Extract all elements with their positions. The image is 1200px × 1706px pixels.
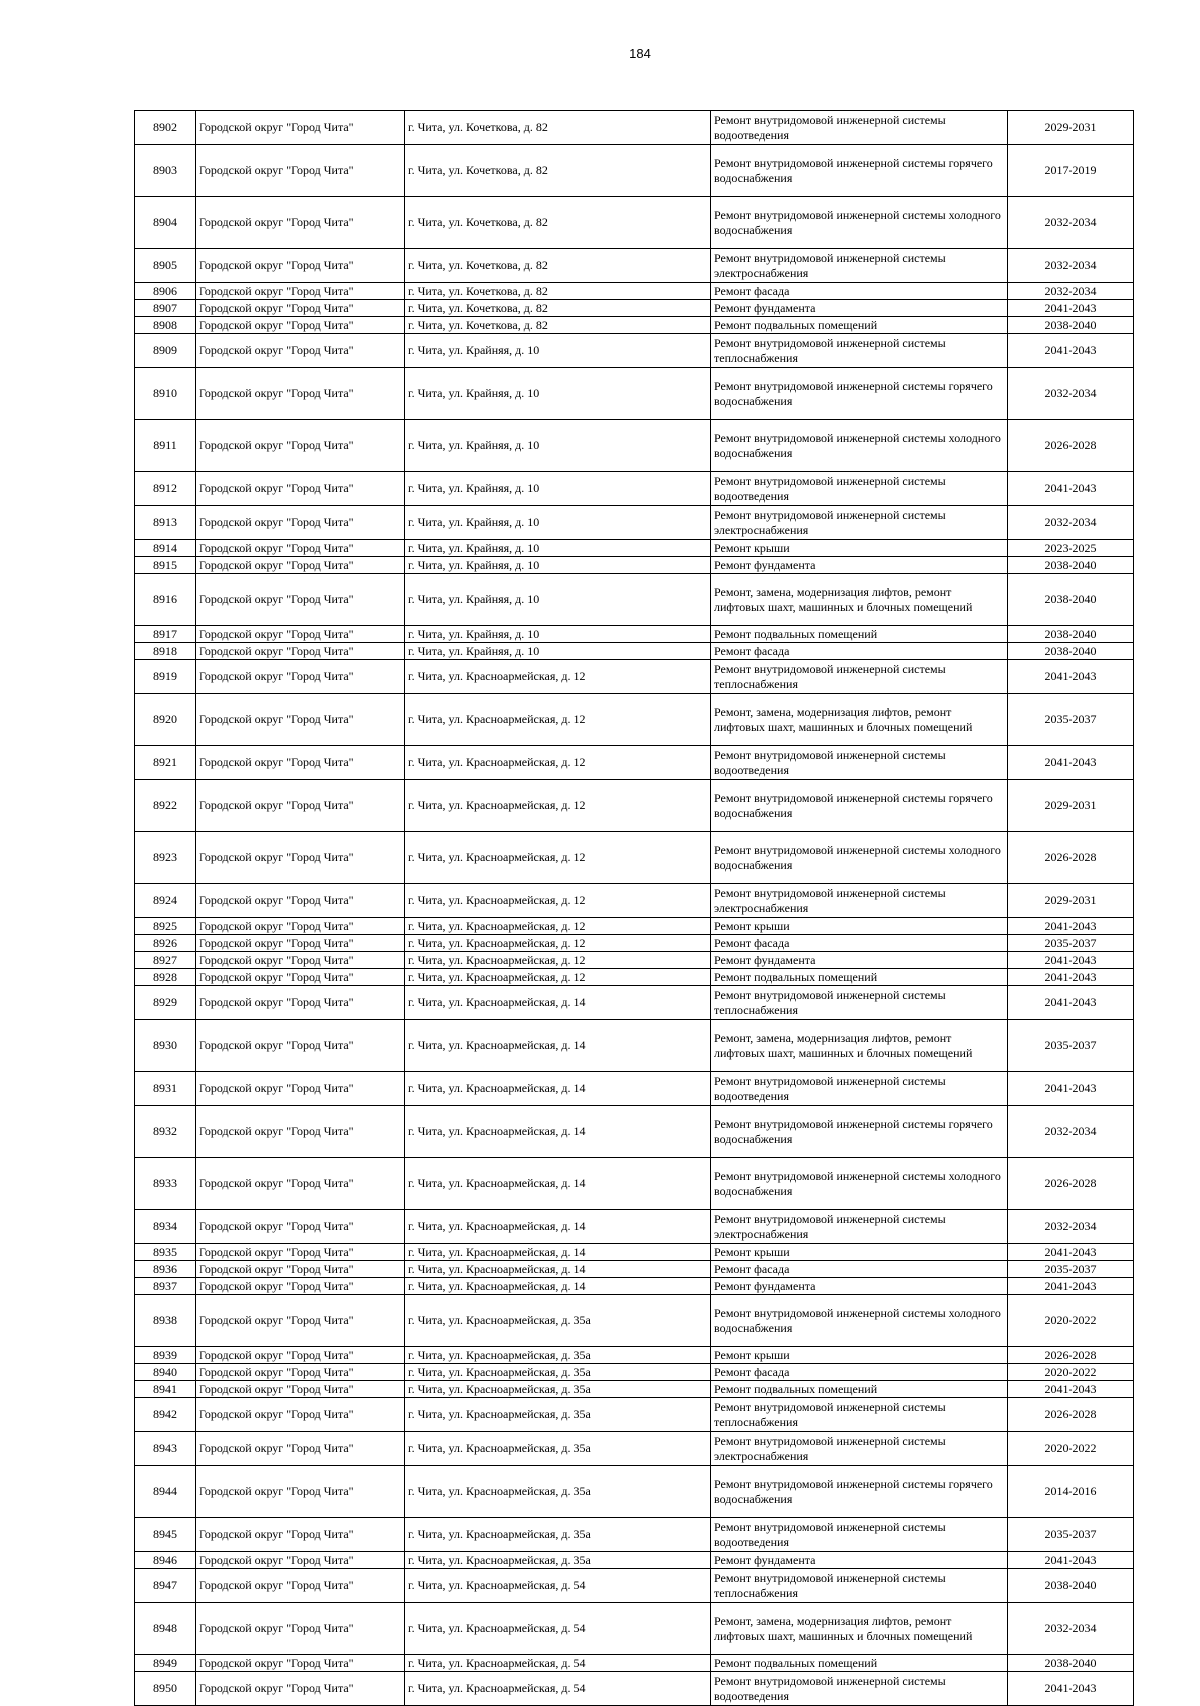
address-cell: г. Чита, ул. Красноармейская, д. 35а [405,1381,711,1398]
period-cell: 2032-2034 [1008,197,1134,249]
table-row [135,557,1134,574]
work-type-cell: Ремонт подвальных помещений [711,1381,1008,1398]
period-cell: 2023-2025 [1008,540,1134,557]
row-number-cell: 8922 [135,780,196,832]
page-number: 184 [629,46,651,61]
municipality-cell: Городской округ "Город Чита" [196,300,405,317]
table-row [135,626,1134,643]
municipality-cell: Городской округ "Город Чита" [196,283,405,300]
table-row [135,334,1134,368]
address-cell: г. Чита, ул. Красноармейская, д. 12 [405,935,711,952]
table-row [135,1518,1134,1552]
work-type-cell: Ремонт внутридомовой инженерной системы электроснабжения [711,1210,1008,1244]
row-number-cell: 8903 [135,145,196,197]
period-cell: 2041-2043 [1008,918,1134,935]
address-cell: г. Чита, ул. Кочеткова, д. 82 [405,249,711,283]
work-type-cell: Ремонт крыши [711,540,1008,557]
table-row [135,1603,1134,1655]
row-number-cell: 8948 [135,1603,196,1655]
work-type-cell: Ремонт фасада [711,283,1008,300]
address-cell: г. Чита, ул. Красноармейская, д. 35а [405,1552,711,1569]
period-cell: 2041-2043 [1008,1072,1134,1106]
table-row [135,540,1134,557]
row-number-cell: 8915 [135,557,196,574]
address-cell: г. Чита, ул. Красноармейская, д. 35а [405,1466,711,1518]
municipality-cell: Городской округ "Город Чита" [196,334,405,368]
period-cell: 2035-2037 [1008,694,1134,746]
row-number-cell: 8936 [135,1261,196,1278]
row-number-cell: 8947 [135,1569,196,1603]
work-type-cell: Ремонт внутридомовой инженерной системы холодного водоснабжения [711,197,1008,249]
row-number-cell: 8935 [135,1244,196,1261]
municipality-cell: Городской округ "Город Чита" [196,1381,405,1398]
address-cell: г. Чита, ул. Кочеткова, д. 82 [405,197,711,249]
table-row [135,145,1134,197]
municipality-cell: Городской округ "Город Чита" [196,420,405,472]
period-cell: 2032-2034 [1008,506,1134,540]
address-cell: г. Чита, ул. Крайняя, д. 10 [405,420,711,472]
work-type-cell: Ремонт фасада [711,643,1008,660]
address-cell: г. Чита, ул. Крайняя, д. 10 [405,472,711,506]
address-cell: г. Чита, ул. Кочеткова, д. 82 [405,317,711,334]
table-row [135,1106,1134,1158]
municipality-cell: Городской округ "Город Чита" [196,935,405,952]
address-cell: г. Чита, ул. Красноармейская, д. 14 [405,1072,711,1106]
table-row [135,935,1134,952]
table-row [135,420,1134,472]
period-cell: 2041-2043 [1008,969,1134,986]
work-type-cell: Ремонт внутридомовой инженерной системы холодного водоснабжения [711,420,1008,472]
period-cell: 2041-2043 [1008,1244,1134,1261]
row-number-cell: 8920 [135,694,196,746]
municipality-cell: Городской округ "Город Чита" [196,1347,405,1364]
row-number-cell: 8923 [135,832,196,884]
row-number-cell: 8949 [135,1655,196,1672]
period-cell: 2035-2037 [1008,935,1134,952]
row-number-cell: 8909 [135,334,196,368]
municipality-cell: Городской округ "Город Чита" [196,506,405,540]
municipality-cell: Городской округ "Город Чита" [196,1210,405,1244]
address-cell: г. Чита, ул. Красноармейская, д. 14 [405,1020,711,1072]
period-cell: 2026-2028 [1008,1398,1134,1432]
address-cell: г. Чита, ул. Красноармейская, д. 12 [405,660,711,694]
work-type-cell: Ремонт внутридомовой инженерной системы горячего водоснабжения [711,780,1008,832]
work-type-cell: Ремонт внутридомовой инженерной системы теплоснабжения [711,986,1008,1020]
row-number-cell: 8927 [135,952,196,969]
municipality-cell: Городской округ "Город Чита" [196,1295,405,1347]
address-cell: г. Чита, ул. Красноармейская, д. 14 [405,986,711,1020]
table-row [135,1261,1134,1278]
row-number-cell: 8910 [135,368,196,420]
table-row [135,1569,1134,1603]
address-cell: г. Чита, ул. Красноармейская, д. 14 [405,1158,711,1210]
row-number-cell: 8919 [135,660,196,694]
table-row [135,1432,1134,1466]
municipality-cell: Городской округ "Город Чита" [196,643,405,660]
row-number-cell: 8938 [135,1295,196,1347]
municipality-cell: Городской округ "Город Чита" [196,1020,405,1072]
period-cell: 2041-2043 [1008,1278,1134,1295]
table-row [135,249,1134,283]
municipality-cell: Городской округ "Город Чита" [196,574,405,626]
table-row [135,283,1134,300]
municipality-cell: Городской округ "Город Чита" [196,832,405,884]
work-type-cell: Ремонт внутридомовой инженерной системы водоотведения [711,472,1008,506]
work-type-cell: Ремонт внутридомовой инженерной системы водоотведения [711,1518,1008,1552]
address-cell: г. Чита, ул. Красноармейская, д. 14 [405,1278,711,1295]
address-cell: г. Чита, ул. Красноармейская, д. 14 [405,1261,711,1278]
row-number-cell: 8933 [135,1158,196,1210]
work-type-cell: Ремонт внутридомовой инженерной системы холодного водоснабжения [711,832,1008,884]
period-cell: 2032-2034 [1008,1210,1134,1244]
work-type-cell: Ремонт внутридомовой инженерной системы теплоснабжения [711,1569,1008,1603]
work-type-cell: Ремонт внутридомовой инженерной системы горячего водоснабжения [711,1466,1008,1518]
municipality-cell: Городской округ "Город Чита" [196,197,405,249]
work-type-cell: Ремонт, замена, модернизация лифтов, ремонт лифтовых шахт, машинных и блочных помещений [711,1603,1008,1655]
row-number-cell: 8950 [135,1672,196,1706]
table-row [135,1552,1134,1569]
row-number-cell: 8905 [135,249,196,283]
address-cell: г. Чита, ул. Крайняя, д. 10 [405,574,711,626]
address-cell: г. Чита, ул. Красноармейская, д. 12 [405,780,711,832]
table-row [135,472,1134,506]
address-cell: г. Чита, ул. Кочеткова, д. 82 [405,283,711,300]
address-cell: г. Чита, ул. Красноармейская, д. 14 [405,1244,711,1261]
row-number-cell: 8934 [135,1210,196,1244]
table-row [135,368,1134,420]
repair-schedule-table [134,110,1134,1706]
period-cell: 2038-2040 [1008,1655,1134,1672]
address-cell: г. Чита, ул. Красноармейская, д. 12 [405,969,711,986]
row-number-cell: 8914 [135,540,196,557]
period-cell: 2032-2034 [1008,1106,1134,1158]
address-cell: г. Чита, ул. Кочеткова, д. 82 [405,300,711,317]
municipality-cell: Городской округ "Город Чита" [196,1278,405,1295]
municipality-cell: Городской округ "Город Чита" [196,111,405,145]
municipality-cell: Городской округ "Город Чита" [196,317,405,334]
row-number-cell: 8913 [135,506,196,540]
work-type-cell: Ремонт внутридомовой инженерной системы горячего водоснабжения [711,368,1008,420]
municipality-cell: Городской округ "Город Чита" [196,145,405,197]
table-row [135,1381,1134,1398]
row-number-cell: 8930 [135,1020,196,1072]
period-cell: 2020-2022 [1008,1364,1134,1381]
work-type-cell: Ремонт внутридомовой инженерной системы теплоснабжения [711,660,1008,694]
period-cell: 2041-2043 [1008,472,1134,506]
table-row [135,197,1134,249]
municipality-cell: Городской округ "Город Чита" [196,1466,405,1518]
work-type-cell: Ремонт, замена, модернизация лифтов, ремонт лифтовых шахт, машинных и блочных помещений [711,694,1008,746]
period-cell: 2020-2022 [1008,1432,1134,1466]
row-number-cell: 8911 [135,420,196,472]
row-number-cell: 8931 [135,1072,196,1106]
table-row [135,660,1134,694]
row-number-cell: 8912 [135,472,196,506]
table-row [135,1672,1134,1706]
work-type-cell: Ремонт внутридомовой инженерной системы водоотведения [711,1072,1008,1106]
address-cell: г. Чита, ул. Красноармейская, д. 14 [405,1210,711,1244]
municipality-cell: Городской округ "Город Чита" [196,952,405,969]
address-cell: г. Чита, ул. Крайняя, д. 10 [405,334,711,368]
table-row [135,1398,1134,1432]
work-type-cell: Ремонт фасада [711,1261,1008,1278]
period-cell: 2041-2043 [1008,300,1134,317]
period-cell: 2038-2040 [1008,643,1134,660]
address-cell: г. Чита, ул. Красноармейская, д. 12 [405,952,711,969]
work-type-cell: Ремонт фундамента [711,557,1008,574]
table-row [135,300,1134,317]
table-row [135,1466,1134,1518]
table-row [135,1072,1134,1106]
period-cell: 2041-2043 [1008,660,1134,694]
table-row [135,1210,1134,1244]
period-cell: 2029-2031 [1008,780,1134,832]
work-type-cell: Ремонт внутридомовой инженерной системы электроснабжения [711,506,1008,540]
work-type-cell: Ремонт внутридомовой инженерной системы теплоснабжения [711,1398,1008,1432]
table-row [135,317,1134,334]
row-number-cell: 8925 [135,918,196,935]
address-cell: г. Чита, ул. Крайняя, д. 10 [405,643,711,660]
table-row [135,1364,1134,1381]
municipality-cell: Городской округ "Город Чита" [196,1158,405,1210]
work-type-cell: Ремонт внутридомовой инженерной системы теплоснабжения [711,334,1008,368]
period-cell: 2041-2043 [1008,986,1134,1020]
period-cell: 2035-2037 [1008,1261,1134,1278]
work-type-cell: Ремонт фасада [711,1364,1008,1381]
table-row [135,643,1134,660]
municipality-cell: Городской округ "Город Чита" [196,780,405,832]
address-cell: г. Чита, ул. Крайняя, д. 10 [405,626,711,643]
period-cell: 2041-2043 [1008,1381,1134,1398]
period-cell: 2029-2031 [1008,111,1134,145]
work-type-cell: Ремонт фундамента [711,952,1008,969]
address-cell: г. Чита, ул. Кочеткова, д. 82 [405,111,711,145]
row-number-cell: 8944 [135,1466,196,1518]
municipality-cell: Городской округ "Город Чита" [196,1603,405,1655]
row-number-cell: 8918 [135,643,196,660]
row-number-cell: 8921 [135,746,196,780]
table-row [135,1347,1134,1364]
address-cell: г. Чита, ул. Красноармейская, д. 12 [405,918,711,935]
address-cell: г. Чита, ул. Крайняя, д. 10 [405,557,711,574]
municipality-cell: Городской округ "Город Чита" [196,1672,405,1706]
period-cell: 2029-2031 [1008,884,1134,918]
row-number-cell: 8941 [135,1381,196,1398]
municipality-cell: Городской округ "Город Чита" [196,626,405,643]
period-cell: 2014-2016 [1008,1466,1134,1518]
table-row [135,884,1134,918]
address-cell: г. Чита, ул. Кочеткова, д. 82 [405,145,711,197]
work-type-cell: Ремонт внутридомовой инженерной системы горячего водоснабжения [711,1106,1008,1158]
municipality-cell: Городской округ "Город Чита" [196,540,405,557]
period-cell: 2038-2040 [1008,574,1134,626]
work-type-cell: Ремонт крыши [711,918,1008,935]
address-cell: г. Чита, ул. Красноармейская, д. 35а [405,1432,711,1466]
municipality-cell: Городской округ "Город Чита" [196,694,405,746]
period-cell: 2038-2040 [1008,626,1134,643]
row-number-cell: 8932 [135,1106,196,1158]
row-number-cell: 8937 [135,1278,196,1295]
row-number-cell: 8926 [135,935,196,952]
address-cell: г. Чита, ул. Красноармейская, д. 35а [405,1518,711,1552]
address-cell: г. Чита, ул. Крайняя, д. 10 [405,368,711,420]
municipality-cell: Городской округ "Город Чита" [196,1655,405,1672]
municipality-cell: Городской округ "Город Чита" [196,1261,405,1278]
address-cell: г. Чита, ул. Красноармейская, д. 54 [405,1655,711,1672]
work-type-cell: Ремонт внутридомовой инженерной системы электроснабжения [711,1432,1008,1466]
address-cell: г. Чита, ул. Красноармейская, д. 14 [405,1106,711,1158]
address-cell: г. Чита, ул. Красноармейская, д. 12 [405,694,711,746]
table-row [135,832,1134,884]
period-cell: 2017-2019 [1008,145,1134,197]
row-number-cell: 8908 [135,317,196,334]
municipality-cell: Городской округ "Город Чита" [196,746,405,780]
row-number-cell: 8929 [135,986,196,1020]
municipality-cell: Городской округ "Город Чита" [196,1432,405,1466]
work-type-cell: Ремонт внутридомовой инженерной системы электроснабжения [711,884,1008,918]
work-type-cell: Ремонт, замена, модернизация лифтов, ремонт лифтовых шахт, машинных и блочных помещений [711,574,1008,626]
table-row [135,1295,1134,1347]
work-type-cell: Ремонт, замена, модернизация лифтов, ремонт лифтовых шахт, машинных и блочных помещений [711,1020,1008,1072]
address-cell: г. Чита, ул. Красноармейская, д. 54 [405,1672,711,1706]
period-cell: 2026-2028 [1008,1347,1134,1364]
work-type-cell: Ремонт внутридомовой инженерной системы водоотведения [711,1672,1008,1706]
municipality-cell: Городской округ "Город Чита" [196,986,405,1020]
row-number-cell: 8916 [135,574,196,626]
period-cell: 2020-2022 [1008,1295,1134,1347]
address-cell: г. Чита, ул. Красноармейская, д. 54 [405,1603,711,1655]
table-row [135,1655,1134,1672]
address-cell: г. Чита, ул. Красноармейская, д. 35а [405,1347,711,1364]
row-number-cell: 8902 [135,111,196,145]
work-type-cell: Ремонт фундамента [711,1278,1008,1295]
row-number-cell: 8907 [135,300,196,317]
municipality-cell: Городской округ "Город Чита" [196,1364,405,1381]
period-cell: 2035-2037 [1008,1020,1134,1072]
row-number-cell: 8943 [135,1432,196,1466]
period-cell: 2032-2034 [1008,249,1134,283]
work-type-cell: Ремонт внутридомовой инженерной системы водоотведения [711,111,1008,145]
row-number-cell: 8939 [135,1347,196,1364]
table-row [135,1158,1134,1210]
municipality-cell: Городской округ "Город Чита" [196,557,405,574]
table-row [135,952,1134,969]
row-number-cell: 8946 [135,1552,196,1569]
municipality-cell: Городской округ "Город Чита" [196,1552,405,1569]
table-row [135,1244,1134,1261]
address-cell: г. Чита, ул. Красноармейская, д. 35а [405,1364,711,1381]
row-number-cell: 8945 [135,1518,196,1552]
period-cell: 2026-2028 [1008,1158,1134,1210]
table-row [135,574,1134,626]
work-type-cell: Ремонт подвальных помещений [711,626,1008,643]
work-type-cell: Ремонт фасада [711,935,1008,952]
row-number-cell: 8906 [135,283,196,300]
municipality-cell: Городской округ "Город Чита" [196,249,405,283]
work-type-cell: Ремонт крыши [711,1244,1008,1261]
municipality-cell: Городской округ "Город Чита" [196,1518,405,1552]
address-cell: г. Чита, ул. Красноармейская, д. 12 [405,884,711,918]
address-cell: г. Чита, ул. Красноармейская, д. 12 [405,832,711,884]
period-cell: 2041-2043 [1008,1552,1134,1569]
work-type-cell: Ремонт фундамента [711,1552,1008,1569]
table-row [135,1020,1134,1072]
address-cell: г. Чита, ул. Красноармейская, д. 12 [405,746,711,780]
period-cell: 2038-2040 [1008,557,1134,574]
row-number-cell: 8904 [135,197,196,249]
table-row [135,506,1134,540]
work-type-cell: Ремонт подвальных помещений [711,1655,1008,1672]
work-type-cell: Ремонт подвальных помещений [711,317,1008,334]
period-cell: 2041-2043 [1008,952,1134,969]
table-row [135,694,1134,746]
table-row [135,969,1134,986]
work-type-cell: Ремонт фундамента [711,300,1008,317]
period-cell: 2032-2034 [1008,1603,1134,1655]
municipality-cell: Городской округ "Город Чита" [196,1398,405,1432]
period-cell: 2041-2043 [1008,746,1134,780]
work-type-cell: Ремонт внутридомовой инженерной системы холодного водоснабжения [711,1295,1008,1347]
municipality-cell: Городской округ "Город Чита" [196,1072,405,1106]
municipality-cell: Городской округ "Город Чита" [196,1106,405,1158]
work-type-cell: Ремонт внутридомовой инженерной системы электроснабжения [711,249,1008,283]
period-cell: 2032-2034 [1008,368,1134,420]
address-cell: г. Чита, ул. Крайняя, д. 10 [405,540,711,557]
work-type-cell: Ремонт внутридомовой инженерной системы холодного водоснабжения [711,1158,1008,1210]
row-number-cell: 8942 [135,1398,196,1432]
work-type-cell: Ремонт внутридомовой инженерной системы водоотведения [711,746,1008,780]
table-row [135,918,1134,935]
work-type-cell: Ремонт внутридомовой инженерной системы горячего водоснабжения [711,145,1008,197]
period-cell: 2026-2028 [1008,832,1134,884]
address-cell: г. Чита, ул. Красноармейская, д. 54 [405,1569,711,1603]
table-row [135,780,1134,832]
period-cell: 2026-2028 [1008,420,1134,472]
row-number-cell: 8940 [135,1364,196,1381]
municipality-cell: Городской округ "Город Чита" [196,472,405,506]
address-cell: г. Чита, ул. Красноармейская, д. 35а [405,1295,711,1347]
table-row [135,111,1134,145]
municipality-cell: Городской округ "Город Чита" [196,660,405,694]
work-type-cell: Ремонт подвальных помещений [711,969,1008,986]
row-number-cell: 8924 [135,884,196,918]
period-cell: 2038-2040 [1008,317,1134,334]
period-cell: 2038-2040 [1008,1569,1134,1603]
table-row [135,746,1134,780]
municipality-cell: Городской округ "Город Чита" [196,1569,405,1603]
period-cell: 2035-2037 [1008,1518,1134,1552]
address-cell: г. Чита, ул. Крайняя, д. 10 [405,506,711,540]
municipality-cell: Городской округ "Город Чита" [196,884,405,918]
municipality-cell: Городской округ "Город Чита" [196,368,405,420]
period-cell: 2041-2043 [1008,334,1134,368]
address-cell: г. Чита, ул. Красноармейская, д. 35а [405,1398,711,1432]
row-number-cell: 8928 [135,969,196,986]
period-cell: 2032-2034 [1008,283,1134,300]
period-cell: 2041-2043 [1008,1672,1134,1706]
table-body [135,111,1134,1706]
municipality-cell: Городской округ "Город Чита" [196,1244,405,1261]
work-type-cell: Ремонт крыши [711,1347,1008,1364]
table-row [135,1278,1134,1295]
table-row [135,986,1134,1020]
municipality-cell: Городской округ "Город Чита" [196,969,405,986]
municipality-cell: Городской округ "Город Чита" [196,918,405,935]
row-number-cell: 8917 [135,626,196,643]
